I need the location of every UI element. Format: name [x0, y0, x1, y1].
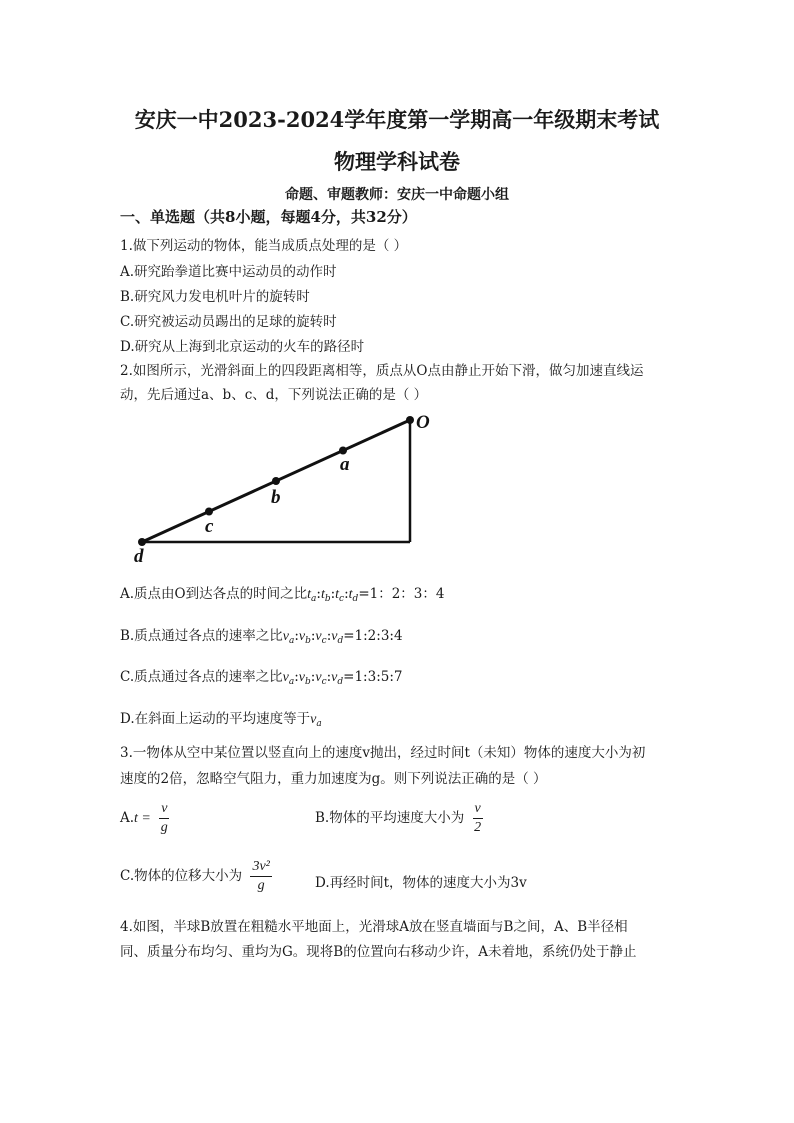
point-o — [406, 416, 414, 424]
q2-option-c: C.质点通过各点的速率之比$v_a:v_b:v_c:v_d=1:3:5:7$ — [120, 669, 403, 687]
label-a: a — [340, 454, 350, 475]
label-o: O — [416, 412, 430, 433]
q4-stem-line2: 同、质量分布均匀、重均为G。现将B的位置向右移动少许，A未着地，系统仍处于静止 — [120, 944, 637, 960]
q2-option-d: D.在斜面上运动的平均速度等于$v_a$ — [120, 711, 322, 729]
q3-option-a-fraction: $\frac{v}{g}$ — [160, 801, 168, 835]
point-c — [205, 508, 213, 516]
q3-option-c: C.物体的位移大小为 $\frac{\text{3v²}}{g}$ — [120, 859, 270, 893]
label-d: d — [134, 546, 144, 567]
q2-stem-line1: 2.如图所示，光滑斜面上的四段距离相等，质点从O点由静止开始下滑，做匀加速直线运 — [120, 363, 644, 379]
point-b — [272, 477, 280, 485]
q1-option-c: C.研究被运动员踢出的足球的旋转时 — [120, 314, 337, 330]
q1-option-b: B.研究风力发电机叶片的旋转时 — [120, 289, 310, 305]
exam-subtitle: 物理学科试卷 — [334, 149, 460, 174]
authors-line: 命题、审题教师：安庆一中命题小组 — [285, 187, 509, 203]
q3-stem-line1: 3.一物体从空中某位置以竖直向上的速度v抛出，经过时间t（未知）物体的速度大小为初 — [120, 745, 646, 761]
label-b: b — [271, 487, 281, 508]
exam-title: 安庆一中2023-2024学年度第一学期高一年级期末考试 — [134, 107, 660, 132]
q4-stem-line1: 4.如图，半球B放置在粗糙水平地面上，光滑球A放在竖直墙面与B之间，A、B半径相 — [120, 919, 628, 935]
q3-option-b: B.物体的平均速度大小为 $\frac{v}{2}$ — [315, 801, 482, 835]
q2-option-a: A.质点由O到达各点的时间之比$t_a:t_b:t_c:t_d=1$：2：3：4 — [120, 586, 445, 604]
q1-option-d: D.研究从上海到北京运动的火车的路径时 — [120, 339, 365, 355]
point-d — [138, 538, 146, 546]
section-heading: 一、单选题（共8小题，每题4分，共32分） — [120, 208, 417, 226]
q3-option-d: D.再经时间t，物体的速度大小为3v — [315, 875, 527, 891]
q1-stem: 1.做下列运动的物体，能当成质点处理的是（ ） — [120, 238, 408, 254]
q2-stem-line2: 动，先后通过a、b、c、d，下列说法正确的是（ ） — [120, 387, 428, 403]
q3-stem-line2: 速度的2倍，忽略空气阻力，重力加速度为g。则下列说法正确的是（ ） — [120, 771, 547, 787]
q1-option-a: A.研究跆拳道比赛中运动员的动作时 — [120, 264, 337, 280]
q2-option-b: B.质点通过各点的速率之比$v_a:v_b:v_c:v_d=1:2:3:4$ — [120, 628, 403, 646]
q3-option-c-fraction: $\frac{\text{3v²}}{g}$ — [252, 859, 270, 893]
q3-option-a: A.t = $\frac{v}{g}$ — [120, 801, 168, 835]
label-c: c — [205, 516, 214, 537]
incline-figure — [130, 408, 440, 568]
q3-option-b-fraction: $\frac{v}{2}$ — [474, 801, 482, 835]
